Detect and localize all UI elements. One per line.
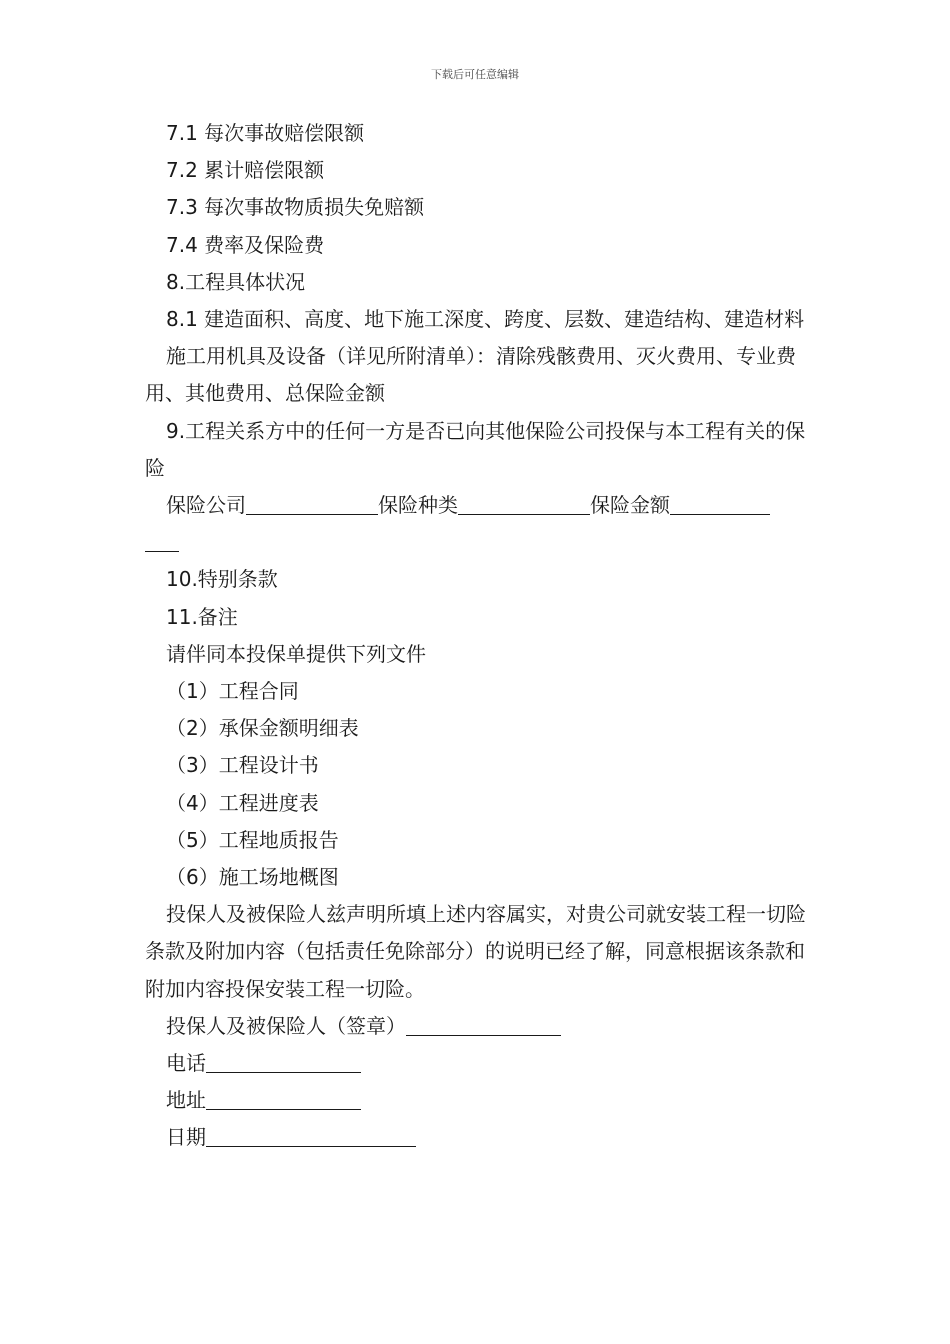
- document-item: （5）工程地质报告: [166, 827, 339, 852]
- document-item: （2）承保金额明细表: [166, 716, 359, 741]
- item-7-2: 7.2 累计赔偿限额: [166, 158, 325, 183]
- date-blank[interactable]: [206, 1124, 416, 1147]
- document-item: （6）施工场地概图: [166, 865, 339, 890]
- other-insurance-line: [145, 487, 810, 524]
- page-header-note: 下载后可任意编辑: [431, 68, 519, 81]
- insured-amount-blank-tail[interactable]: [145, 529, 179, 552]
- equipment-paragraph: 施工用机具及设备（详见所附清单）：清除残骸费用、灭火费用、专业费用、其他费用、总保险金额: [145, 344, 796, 406]
- item-11: 11.备注: [166, 604, 238, 629]
- item-8: 8.工程具体状况: [166, 269, 306, 294]
- date-label: 日期: [166, 1125, 206, 1150]
- insurance-type-label: 保险种类: [378, 493, 458, 518]
- document-item: （1）工程合同: [166, 679, 299, 704]
- document-item: （4）工程进度表: [166, 790, 319, 815]
- insurer-label: 保险公司: [166, 493, 246, 518]
- item-7-4: 7.4 费率及保险费: [166, 232, 325, 257]
- declaration-paragraph: 投保人及被保险人兹声明所填上述内容属实，对贵公司就安装工程一切险条款及附加内容（包括责任免除部分）的说明已经了解，同意根据该条款和附加内容投保安装工程一切险。: [145, 902, 806, 1001]
- insurer-blank[interactable]: [246, 492, 378, 515]
- address-line: [145, 1082, 810, 1119]
- insured-amount-blank-continued: [145, 524, 810, 561]
- address-blank[interactable]: [206, 1087, 361, 1110]
- signature-blank[interactable]: [406, 1013, 561, 1036]
- phone-blank[interactable]: [206, 1050, 361, 1073]
- item-9: 9.工程关系方中的任何一方是否已向其他保险公司投保与本工程有关的保险: [145, 418, 806, 480]
- signature-label: 投保人及被保险人（签章）: [166, 1013, 406, 1038]
- item-8-1: 8.1 建造面积、高度、地下施工深度、跨度、层数、建造结构、建造材料: [166, 307, 805, 332]
- address-label: 地址: [166, 1088, 206, 1113]
- date-line: [145, 1119, 810, 1156]
- document-item: （3）工程设计书: [166, 753, 319, 778]
- item-10: 10.特别条款: [166, 567, 278, 592]
- documents-intro: 请伴同本投保单提供下列文件: [166, 641, 426, 666]
- insured-amount-label: 保险金额: [590, 493, 670, 518]
- insured-amount-blank[interactable]: [670, 492, 770, 515]
- phone-line: [145, 1045, 810, 1082]
- insurance-type-blank[interactable]: [458, 492, 590, 515]
- phone-label: 电话: [166, 1051, 206, 1076]
- item-7-1: 7.1 每次事故赔偿限额: [166, 121, 365, 145]
- document-body: [145, 115, 810, 1157]
- signature-line: [145, 1008, 810, 1045]
- item-7-3: 7.3 每次事故物质损失免赔额: [166, 195, 425, 220]
